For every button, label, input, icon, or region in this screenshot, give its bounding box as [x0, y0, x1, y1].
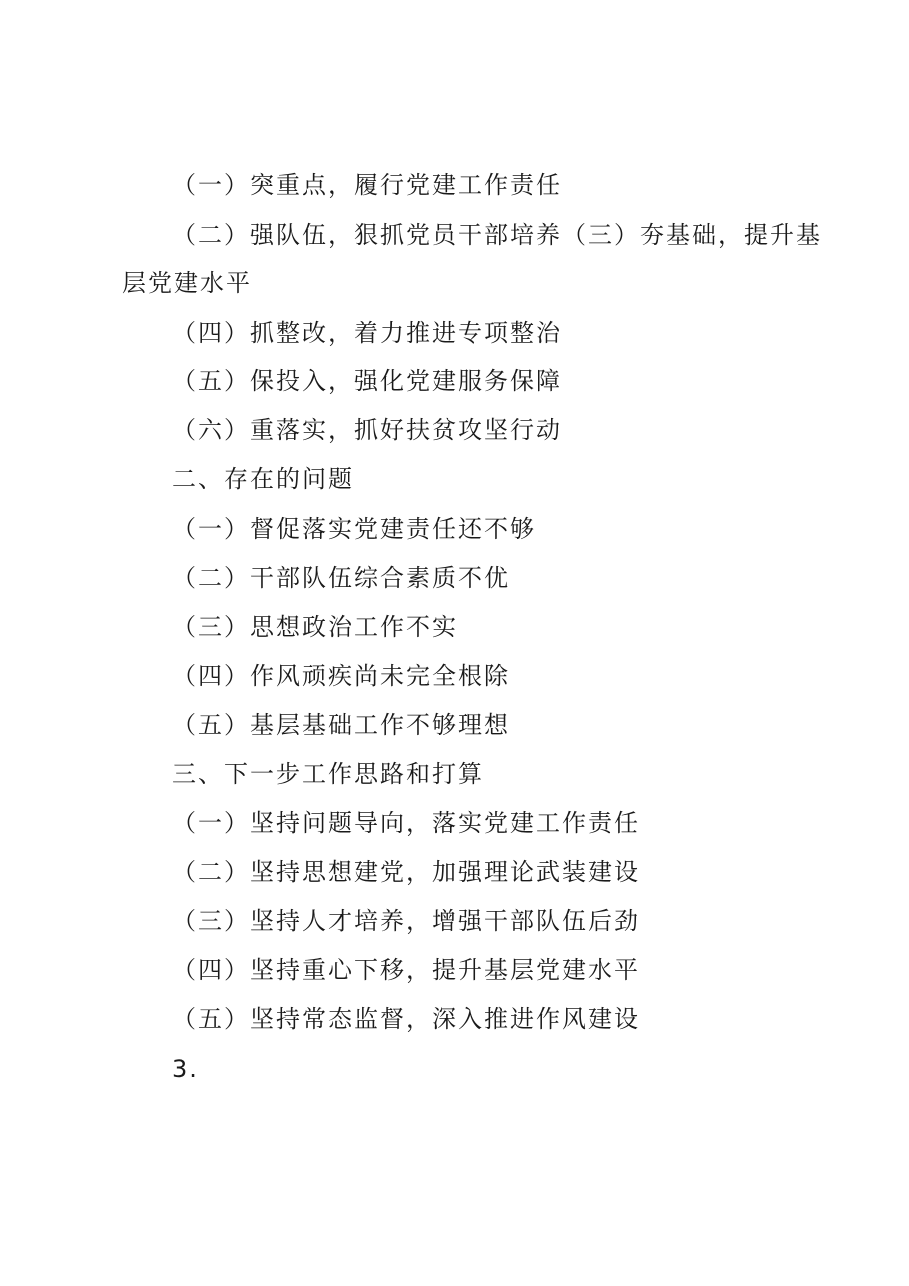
paragraph-line: （六）重落实，抓好扶贫攻坚行动	[172, 416, 562, 444]
paragraph-line: （三）思想政治工作不实	[172, 613, 458, 641]
paragraph-line: （三）坚持人才培养，增强干部队伍后劲	[172, 907, 640, 935]
paragraph-line: （四）抓整改，着力推进专项整治	[172, 319, 562, 347]
paragraph-line: （五）坚持常态监督，深入推进作风建设	[172, 1005, 640, 1033]
paragraph-line: （二）坚持思想建党，加强理论武装建设	[172, 858, 640, 886]
paragraph-line: （五）基层基础工作不够理想	[172, 711, 510, 739]
paragraph-line: （四）坚持重心下移，提升基层党建水平	[172, 956, 640, 984]
paragraph-line: （五）保投入，强化党建服务保障	[172, 367, 562, 395]
section-heading: 三、下一步工作思路和打算	[172, 760, 484, 788]
section-heading: 二、存在的问题	[172, 465, 354, 493]
paragraph-line: （一）坚持问题导向，落实党建工作责任	[172, 809, 640, 837]
paragraph-line: （二）强队伍，狠抓党员干部培养（三）夯基础，提升基	[172, 221, 822, 249]
paragraph-line-continuation: 层党建水平	[122, 269, 252, 297]
paragraph-line: （二）干部队伍综合素质不优	[172, 564, 510, 592]
paragraph-line: （一）督促落实党建责任还不够	[172, 515, 536, 543]
paragraph-line: （四）作风顽疾尚未完全根除	[172, 662, 510, 690]
section-number: 3.	[172, 1055, 199, 1083]
paragraph-line: （一）突重点，履行党建工作责任	[172, 171, 562, 199]
